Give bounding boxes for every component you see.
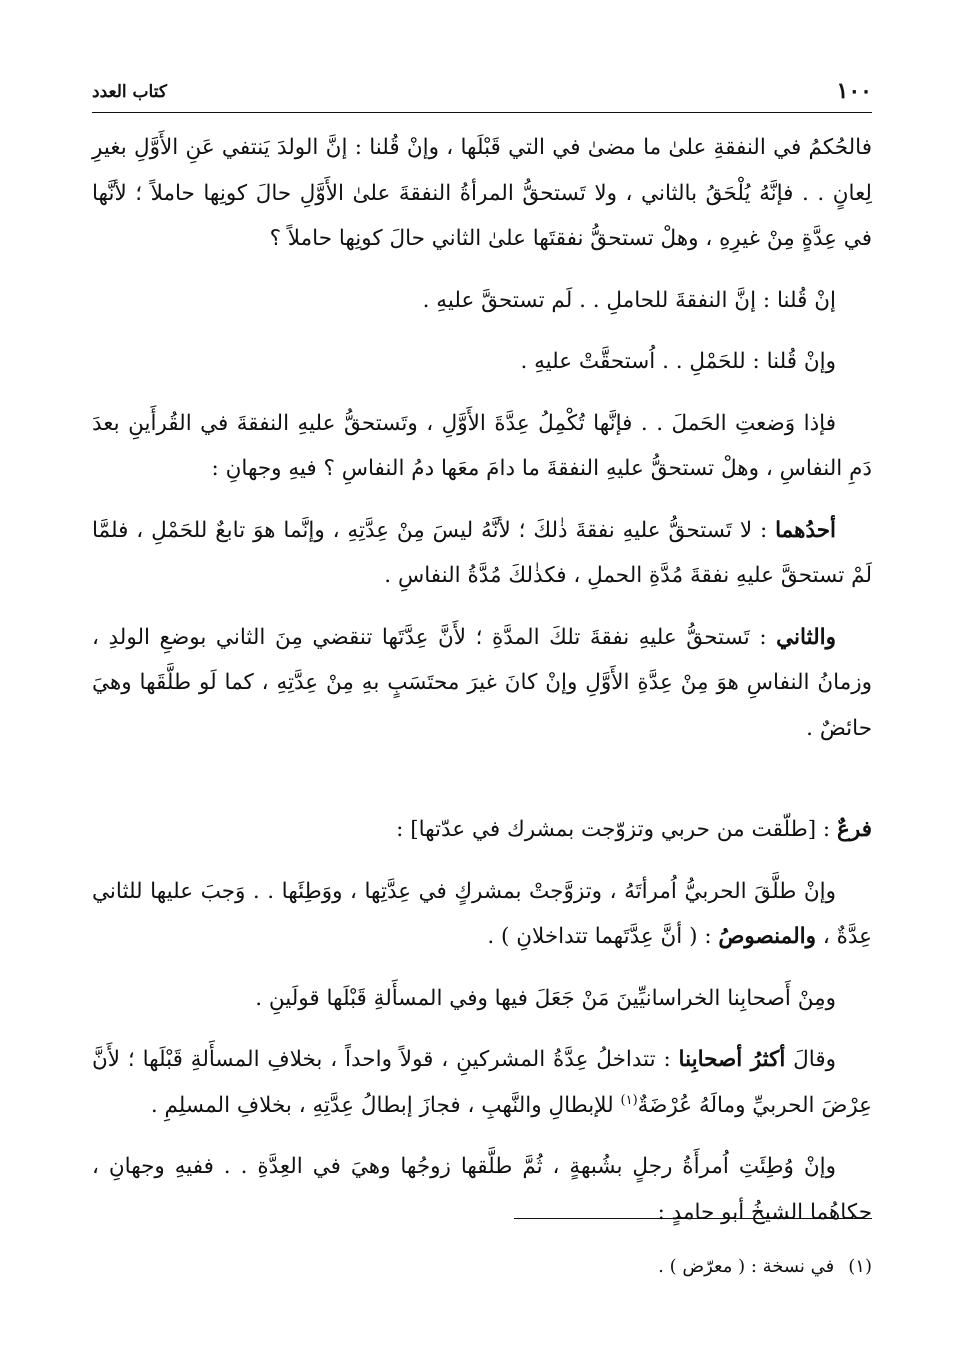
branch-title: : [طلّقت من حربي وتزوّجت بمشرك في عدّتها] : xyxy=(396,817,838,842)
section-gap xyxy=(92,767,872,807)
paragraph: وقالَ أكثرُ أصحابِنا : تتداخلُ عِدَّةُ المشركينِ ، قولاً واحداً ، بخلافِ المسأَلةِ قَبْلَها ؛ لأَنَّ عِرْضَ الحربيِّ ومالَهُ عُرْضَةٌ$^{(١)}$ للإبطالِ والنَّهبِ ، فجازَ إبطالُ عِدَّتِهِ ، بخلافِ المسلِمِ . xyxy=(92,1047,872,1118)
paragraph: فالحُكمُ في النفقةِ علىٰ ما مضىٰ في التي قَبْلَها ، وإنْ قُلنا : إنَّ الولدَ يَنتفي عَنِ الأَوَّلِ بغيرِ لِعانٍ . . فإنَّهُ يُلْحَقُ بالثاني ، ولا تَستحقُّ المرأةُ النفقةَ علىٰ الأَوَّلِ حالَ كونِها حاملاً ؛ لأنَّها في عِدَّةٍ مِنْ غيرِهِ ، وهلْ تستحقُّ نفقتَها علىٰ الثاني حالَ كونِها حاملاً ؟ xyxy=(92,135,872,251)
page-number: ١٠٠ xyxy=(836,78,872,104)
second-opinion-text: : تَستحقُّ عليهِ نفقةَ تلكَ المدَّةِ ؛ لأَنَّ عِدَّتَها تنقضي مِنَ الثاني بوضعِ الولدِ ، وزمانُ النفاسِ هوَ مِنْ عِدَّةِ الأَوَّلِ وإنْ كانَ غيرَ محتَسَبٍ بهِ مِنْ عِدَّتِهِ ، كما لَو طلَّقَها وهيَ حائضٌ . xyxy=(92,624,872,741)
footnote-marker[interactable]: (١) xyxy=(620,1092,638,1108)
footnote-separator xyxy=(514,1218,872,1219)
main-text xyxy=(92,125,872,1251)
first-opinion-label: أحدُهما xyxy=(775,517,836,543)
footnote-number: (١) xyxy=(848,1256,872,1277)
paragraph: فإذا وَضعتِ الحَملَ . . فإنَّها تُكْمِلُ عِدَّةَ الأَوَّلِ ، وتَستحقُّ عليهِ النفقةَ في القُرأَينِ بعدَ دَمِ النفاسِ ، وهلْ تستحقُّ عليهِ النفقةَ ما دامَ معَها دمُ النفاسِ ؟ فيهِ وجهانِ : xyxy=(92,410,872,481)
first-opinion-text: : لا تَستحقُّ عليهِ نفقةَ ذٰلكَ ؛ لأنَّهُ ليسَ مِنْ عِدَّتِهِ ، وإنَّما هوَ تابعٌ للحَمْلِ ، فلمَّا لَمْ تستحقَّ عليهِ نفقةَ مُدَّةِ الحملِ ، فكذٰلكَ مُدَّةُ النفاسِ . xyxy=(92,517,872,588)
paragraph: وإنْ وُطِئَتِ اُمرأَةُ رجلٍ بشُبهةٍ ، ثُمَّ طلَّقها زوجُها وهيَ في العِدَّةِ . . ففيهِ وجهانِ ، حكاهُما الشيخُ أبو حامدٍ : xyxy=(92,1154,872,1225)
footnote-text: في نسخة : ( معرّض ) . xyxy=(658,1256,835,1277)
paragraph: إنْ قُلنا : إنَّ النفقةَ للحاملِ . . لَم تستحقَّ عليهِ . xyxy=(422,287,836,313)
bold-term: والمنصوصُ xyxy=(718,924,816,949)
paragraph: وإنْ طلَّقَ الحربيُّ اُمرأتَهُ ، وتزوَّجتْ بمشركٍ في عِدَّتِها ، ووَطِئَها . . وَجبَ عليها للثاني عِدَّةٌ ، والمنصوصُ : ( أنَّ عِدَّتَهما تتداخلانِ ) . xyxy=(92,878,872,949)
page-header xyxy=(92,78,872,113)
second-opinion-label: والثاني xyxy=(776,624,836,650)
paragraph: ومِنْ أَصحابِنا الخراسانيِّينَ مَنْ جَعَلَ فيها وفي المسأَلةِ قَبْلَها قولَينِ . xyxy=(255,985,836,1011)
paragraph: وإنْ قُلنا : للحَمْلِ . . اُستحقَّتْ عليهِ . xyxy=(520,349,836,374)
first-opinion-paragraph xyxy=(92,508,872,599)
branch-heading xyxy=(92,807,872,853)
second-opinion-paragraph xyxy=(92,615,872,752)
running-title: كتاب العدد xyxy=(92,82,167,102)
footnote xyxy=(92,1252,872,1282)
bold-term: أكثرُ أصحابِنا xyxy=(678,1047,786,1072)
branch-label: فرعٌ xyxy=(837,817,872,842)
